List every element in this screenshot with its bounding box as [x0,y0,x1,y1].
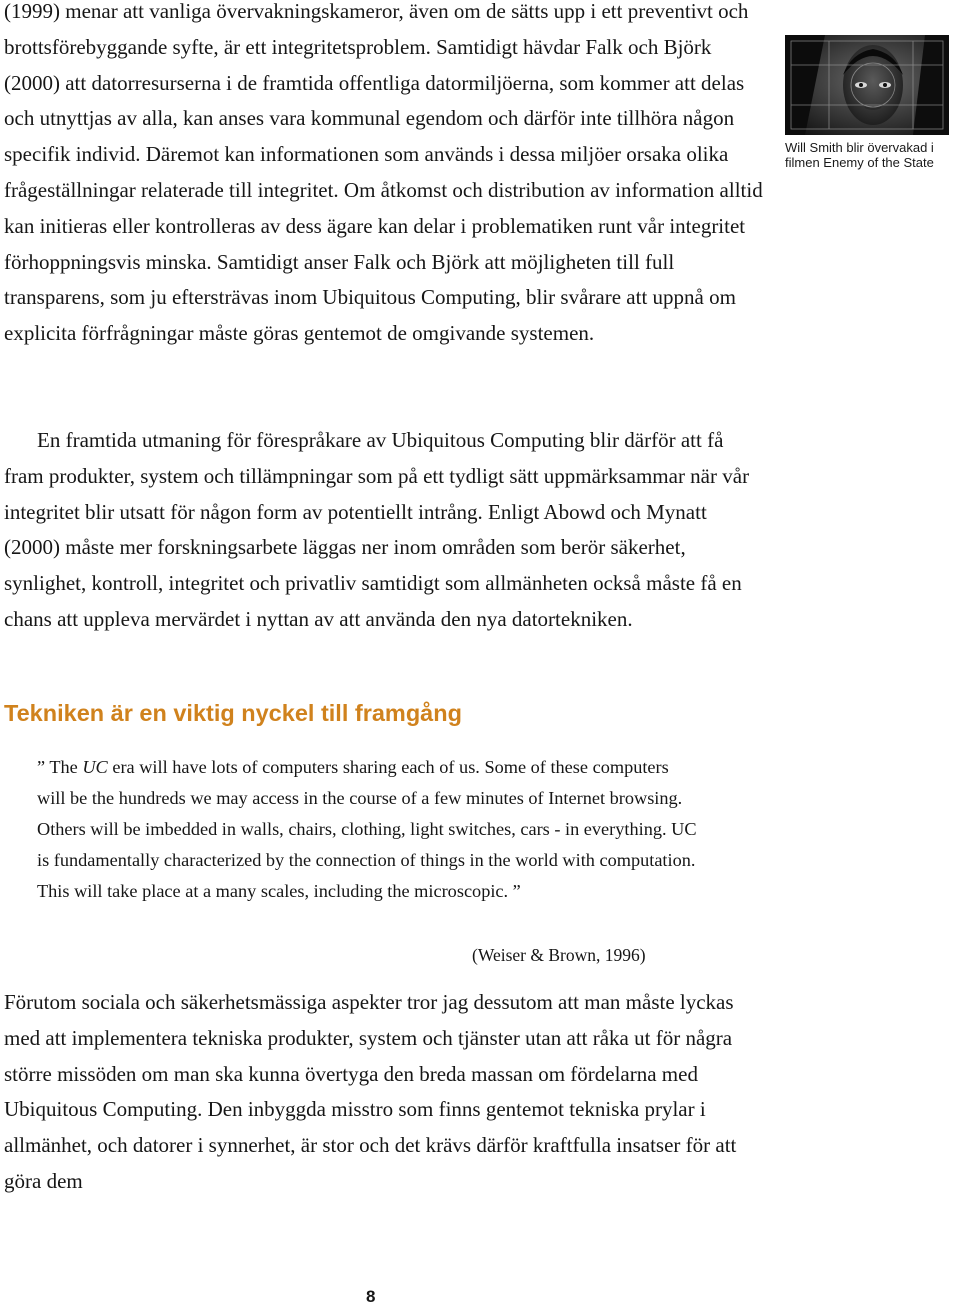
image-caption: Will Smith blir övervakad i filmen Enemy of the State [785,140,934,170]
body-paragraph-2: En framtida utmaning för förespråkare av Ubiquitous Computing blir därför att få fram produkter, system och tillämpningar som på ett tydligt sätt uppmärksammar när vår integritet blir utsatt för någon form av potentiellt intrång. Enligt Abowd och Mynatt (2000) måste mer forskningsarbete läggas ner inom områden som berör säkerhet, synlighet, kontroll, integritet och privatliv samtidigt som allmänheten också måste få en chans att uppleva mervärdet i nyttan av att använda den nya datortekniken. [4,428,750,631]
quote-citation: (Weiser & Brown, 1996) [472,945,646,965]
body-paragraph-1: (1999) menar att vanliga övervakningskameror, även om de sätts upp i ett preventivt och brottsförebyggande syfte, är ett integritetsproblem. Samtidigt hävdar Falk och Björk (2000) att datorresurserna i de framtida offentliga datormiljöerna, som kommer att delas och utnyttjas av alla, kan anses vara kommunal egendom och därför inte tillhöra någon specifik individ. Däremot kan informationen som används i dessa miljöer orsaka olika frågeställningar relaterade till integritet. Om åtkomst och distribution av information alltid kan initieras eller kontrolleras av dess ägare kan delar i problematiken runt vår integritet förhoppningsvis minska. Samtidigt anser Falk och Björk att möjligheten till full transparens, som ju eftersträvas inom Ubiquitous Computing, blir svårare att uppnå om explicita förfrågningar måste göras gentemot de omgivande systemen. [4,0,763,346]
section-heading: Tekniken är en viktig nyckel till framgång [4,700,462,726]
body-paragraph-3: Förutom sociala och säkerhetsmässiga aspekter tror jag dessutom att man måste lyckas med att implementera tekniska produkter, system och tjänster utan att råka ut för några större missöden om man ska kunna övertyga den breda massan om fördelarna med Ubiquitous Computing. Den inbyggda misstro som finns gentemot tekniska prylar i allmänhet, och datorer i synnerhet, är stor och det krävs därför kraftfulla insatser för att göra dem [4,990,737,1193]
block-quote [37,752,697,907]
quote-text: era will have lots of computers sharing each of us. Some of these computers will be the hundreds we may access in the course of a few minutes of Internet browsing. Others will be imbedded in walls, chairs, clothing, light switches, cars - in everything. UC is fundamentally characterized by the connection of things in the world with computation. This will take place at a many scales, including the microscopic. ” [37,757,697,902]
movie-still-image [785,35,949,135]
quote-uc-italic: UC [82,757,108,777]
quote-open: ” The [37,757,83,777]
page-number: 8 [366,1287,376,1306]
surveillance-photo-illustration [785,35,949,135]
